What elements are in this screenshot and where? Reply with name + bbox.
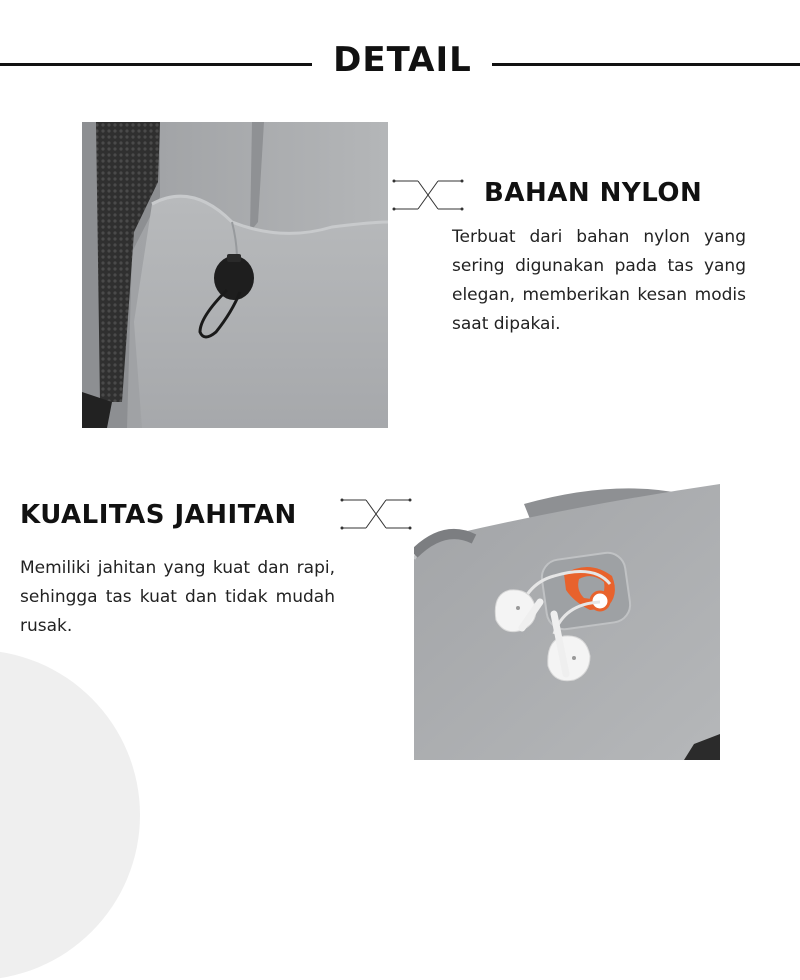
section-heading-nylon: BAHAN NYLON	[484, 178, 703, 208]
decorative-corner-circle	[0, 650, 140, 980]
section-heading-stitching: KUALITAS JAHITAN	[20, 500, 297, 530]
section-description-nylon: Terbuat dari bahan nylon yang sering digunakan pada tas yang elegan, memberikan kesan modis saat dipakai.	[452, 227, 746, 334]
connector-line-graphic	[340, 497, 412, 535]
header-rule-right	[492, 63, 800, 66]
section-description-stitching: Memiliki jahitan yang kuat dan rapi, sehingga tas kuat dan tidak mudah rusak.	[20, 558, 335, 636]
page-title: DETAIL	[333, 40, 472, 80]
nylon-fabric-photo	[82, 122, 388, 428]
header-rule-left	[0, 63, 312, 66]
connector-line-graphic	[392, 178, 464, 216]
backpack-earphones-photo	[414, 484, 720, 760]
